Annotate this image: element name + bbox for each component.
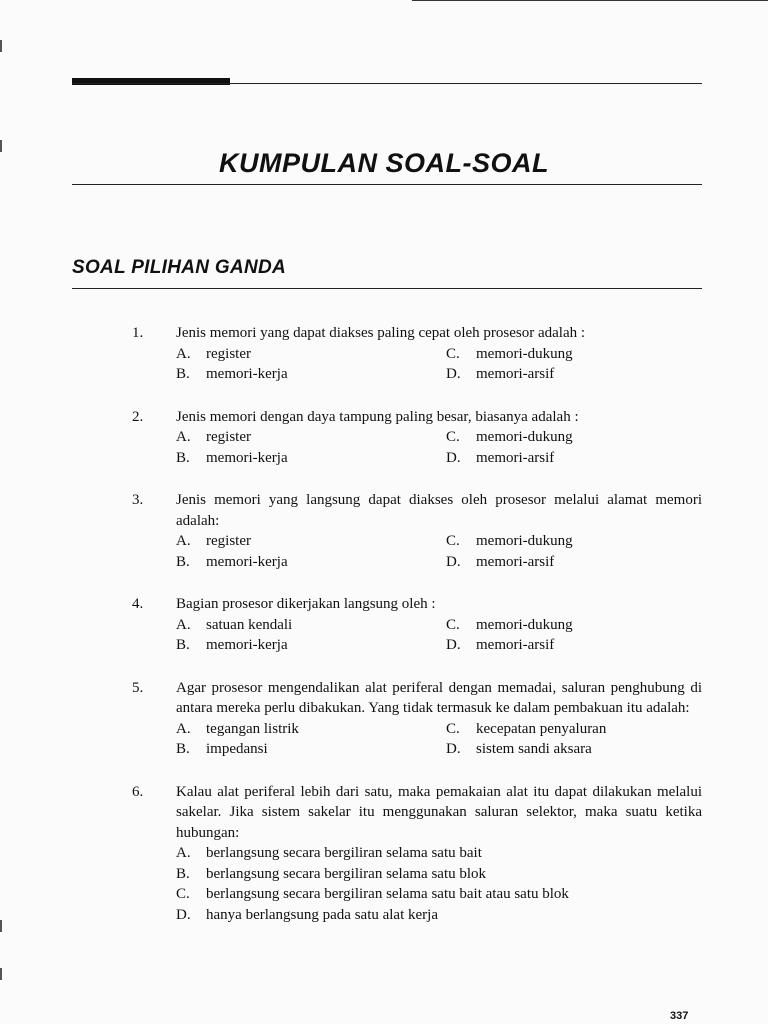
question-number: 6. bbox=[132, 783, 144, 800]
option-c: C. memori-dukung bbox=[446, 533, 573, 549]
option-d: D. sistem sandi aksara bbox=[446, 741, 592, 757]
option-b: B. berlangsung secara bergiliran selama satu blok bbox=[176, 865, 487, 882]
question-1 bbox=[132, 323, 702, 385]
option-a: A. register bbox=[176, 345, 251, 362]
question-text: Bagian prosesor dikerjakan langsung oleh : bbox=[176, 596, 436, 612]
question-text: Kalau alat periferal lebih dari satu, maka pemakaian alat itu dapat dilakukan melalui sakelar. Jika sistem sakelar itu menggunakan saluran selektor, maka suatu ketika hubungan: bbox=[176, 783, 702, 841]
option-a: A. satuan kendali bbox=[176, 616, 293, 633]
question-2 bbox=[132, 407, 702, 469]
option-a: A. tegangan listrik bbox=[176, 720, 299, 737]
options bbox=[176, 615, 702, 656]
question-3 bbox=[132, 490, 702, 572]
option-a: A. berlangsung secara bergiliran selama satu bait bbox=[176, 845, 482, 861]
chapter-title-rule bbox=[72, 184, 702, 185]
options bbox=[176, 427, 702, 468]
option-c: C. memori-dukung bbox=[446, 429, 573, 445]
question-list bbox=[132, 323, 702, 925]
option-b: B. impedansi bbox=[176, 741, 268, 757]
question-number: 5. bbox=[132, 679, 144, 696]
question-number: 2. bbox=[132, 408, 144, 425]
question-text: Agar prosesor mengendalikan alat periferal dengan memadai, saluran penghubung di antara mereka perlu dibakukan. Yang tidak termasuk ke dalam pembakuan itu adalah: bbox=[176, 679, 702, 716]
section-title-rule bbox=[72, 288, 702, 289]
chapter-title: KUMPULAN SOAL-SOAL bbox=[219, 148, 549, 178]
question-4 bbox=[132, 594, 702, 656]
scan-edge-mark bbox=[0, 920, 2, 932]
scan-edge-mark bbox=[0, 968, 2, 980]
options bbox=[176, 531, 702, 572]
scan-edge-mark bbox=[0, 40, 2, 52]
option-d: D. memori-arsif bbox=[446, 553, 555, 570]
question-6 bbox=[132, 782, 702, 926]
question-number: 3. bbox=[132, 492, 144, 508]
header-thin-rule bbox=[72, 83, 702, 84]
options bbox=[176, 719, 702, 760]
question-number: 1. bbox=[132, 325, 144, 341]
question-5 bbox=[132, 678, 702, 760]
question-text: Jenis memori dengan daya tampung paling besar, biasanya adalah : bbox=[176, 408, 579, 425]
option-d: D. hanya berlangsung pada satu alat kerja bbox=[176, 906, 438, 923]
option-a: A. register bbox=[176, 429, 251, 445]
question-text: Jenis memori yang dapat diakses paling cepat oleh prosesor adalah : bbox=[176, 325, 586, 341]
option-d: D. memori-arsif bbox=[446, 449, 555, 466]
question-number: 4. bbox=[132, 596, 144, 612]
options bbox=[176, 344, 702, 385]
option-d: D. memori-arsif bbox=[446, 637, 555, 653]
option-d: D. memori-arsif bbox=[446, 366, 555, 382]
option-b: B. memori-kerja bbox=[176, 553, 288, 570]
question-text: Jenis memori yang langsung dapat diakses oleh prosesor melalui alamat memori adalah: bbox=[176, 492, 702, 529]
option-c: C. memori-dukung bbox=[446, 345, 573, 362]
option-c: C. berlangsung secara bergiliran selama satu bait atau satu blok bbox=[176, 886, 569, 902]
option-c: C. kecepatan penyaluran bbox=[446, 720, 607, 737]
option-b: B. memori-kerja bbox=[176, 637, 288, 653]
option-a: A. register bbox=[176, 533, 251, 549]
option-b: B. memori-kerja bbox=[176, 366, 288, 382]
options bbox=[176, 843, 702, 925]
option-c: C. memori-dukung bbox=[446, 616, 573, 633]
page-number: 337 bbox=[670, 1010, 689, 1022]
section-title: SOAL PILIHAN GANDA bbox=[72, 257, 287, 278]
scan-edge-mark bbox=[0, 140, 2, 152]
option-b: B. memori-kerja bbox=[176, 449, 288, 466]
top-edge-rule bbox=[412, 0, 768, 1]
